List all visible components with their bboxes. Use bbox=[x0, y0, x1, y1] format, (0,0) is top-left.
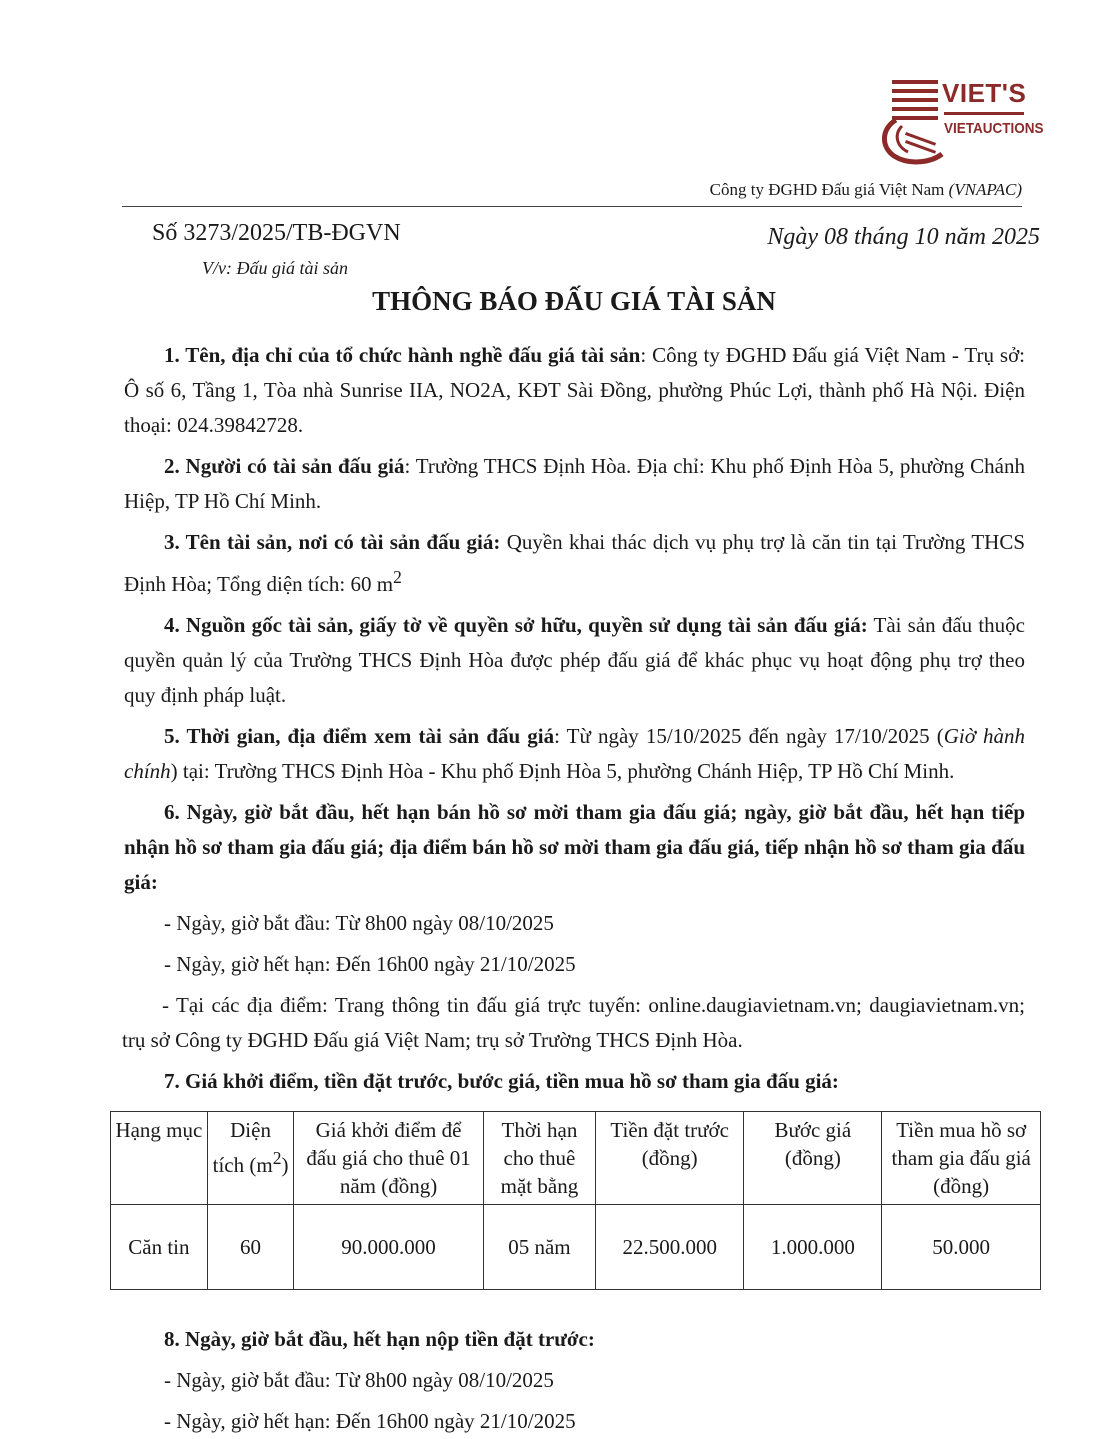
table-header: Giá khởi điểm để đấu giá cho thuê 01 năm (đồng) bbox=[294, 1112, 484, 1205]
section-4 bbox=[124, 608, 1025, 713]
table-header: Hạng mục bbox=[111, 1112, 208, 1205]
section-1-text: : Công ty ĐGHD Đấu giá Việt Nam - Trụ sở: Ô số 6, Tầng 1, Tòa nhà Sunrise IIA, NO2A, KĐT Sài Đồng, phường Phúc Lợi, thành phố Hà Nội. Điện thoại: 024.39842728. bbox=[124, 343, 1026, 437]
section-3 bbox=[124, 525, 1025, 602]
section-2 bbox=[124, 449, 1025, 519]
section-5 bbox=[124, 719, 1025, 789]
section-2-text: : Trường THCS Định Hòa. Địa chỉ: Khu phố Định Hòa 5, phường Chánh Hiệp, TP Hồ Chí Minh. bbox=[124, 454, 1025, 513]
company-name: Công ty ĐGHD Đấu giá Việt Nam bbox=[709, 180, 945, 199]
table-cell: 1.000.000 bbox=[744, 1205, 882, 1290]
section-8-label: 8. Ngày, giờ bắt đầu, hết hạn nộp tiền đặt trước: bbox=[164, 1327, 595, 1351]
company-line bbox=[710, 180, 1022, 200]
table-header: Tiền đặt trước (đồng) bbox=[596, 1112, 744, 1205]
section-8-end: - Ngày, giờ hết hạn: Đến 16h00 ngày 21/10/2025 bbox=[164, 1409, 576, 1433]
page-title: THÔNG BÁO ĐẤU GIÁ TÀI SẢN bbox=[372, 286, 776, 316]
section-5-italic: Giờ hành chính bbox=[124, 724, 1025, 783]
header-divider bbox=[122, 206, 1022, 207]
section-1-label: 1. Tên, địa chỉ của tổ chức hành nghề đấu giá tài sản bbox=[164, 343, 641, 367]
notice-body bbox=[124, 338, 1025, 1105]
document-date: Ngày 08 tháng 10 năm 2025 bbox=[767, 224, 1040, 250]
section-6-start: - Ngày, giờ bắt đầu: Từ 8h00 ngày 08/10/2025 bbox=[164, 911, 554, 935]
document-subject: V/v: Đấu giá tài sản bbox=[202, 258, 348, 278]
section-6-label: 6. Ngày, giờ bắt đầu, hết hạn bán hồ sơ mời tham gia đấu giá; ngày, giờ bắt đầu, hết hạn tiếp nhận hồ sơ tham gia đấu giá; địa điểm bán hồ sơ mời tham gia đấu giá, tiếp nhận hồ sơ tham gia đấu giá: bbox=[124, 800, 1025, 894]
section-8-start: - Ngày, giờ bắt đầu: Từ 8h00 ngày 08/10/2025 bbox=[164, 1368, 554, 1392]
table-row bbox=[111, 1205, 1041, 1290]
section-8 bbox=[164, 1322, 1044, 1439]
section-3-sup: 2 bbox=[393, 567, 402, 587]
section-3-label: 3. Tên tài sản, nơi có tài sản đấu giá: bbox=[164, 530, 501, 554]
section-7-label: 7. Giá khởi điểm, tiền đặt trước, bước giá, tiền mua hồ sơ tham gia đấu giá: bbox=[164, 1069, 839, 1093]
section-4-text: Tài sản đấu thuộc quyền quản lý của Trường THCS Định Hòa được phép đấu giá để khác phục vụ hoạt động phụ trợ theo quy định pháp luật. bbox=[124, 613, 1025, 707]
section-5-text-a: : Từ ngày 15/10/2025 đến ngày 17/10/2025 ( bbox=[554, 724, 944, 748]
table-header-area: Diện tích (m bbox=[212, 1118, 273, 1177]
table-cell: 50.000 bbox=[882, 1205, 1041, 1290]
table-cell: 90.000.000 bbox=[294, 1205, 484, 1290]
table-header-row bbox=[111, 1112, 1041, 1205]
section-4-label: 4. Nguồn gốc tài sản, giấy tờ về quyền sở hữu, quyền sử dụng tài sản đấu giá: bbox=[164, 613, 868, 637]
section-6-end: - Ngày, giờ hết hạn: Đến 16h00 ngày 21/10/2025 bbox=[164, 952, 576, 976]
section-5-text-b: ) tại: Trường THCS Định Hòa - Khu phố Định Hòa 5, phường Chánh Hiệp, TP Hồ Chí Minh. bbox=[170, 759, 955, 783]
logo-text-viets: VIET'S bbox=[942, 78, 1027, 108]
table-cell: 22.500.000 bbox=[596, 1205, 744, 1290]
logo-text-vietauctions: VIETAUCTIONS bbox=[944, 120, 1044, 137]
table-cell: Căn tin bbox=[111, 1205, 208, 1290]
table-header-area-close: ) bbox=[281, 1153, 289, 1177]
table-header-area-sup: 2 bbox=[272, 1148, 282, 1168]
vietauctions-logo bbox=[880, 76, 1044, 168]
table-cell: 60 bbox=[207, 1205, 294, 1290]
table-header bbox=[207, 1112, 294, 1205]
table-cell: 05 năm bbox=[483, 1205, 595, 1290]
table-header: Bước giá (đồng) bbox=[744, 1112, 882, 1205]
section-3-text: Quyền khai thác dịch vụ phụ trợ là căn tin tại Trường THCS Định Hòa; Tổng diện tích: 60 m bbox=[124, 530, 1026, 596]
table-header: Thời hạn cho thuê mặt bằng bbox=[483, 1112, 595, 1205]
section-6-places: - Tại các địa điểm: Trang thông tin đấu giá trực tuyến: online.daugiavietnam.vn; daugiavietnam.vn; trụ sở Công ty ĐGHD Đấu giá Việt Nam; trụ sở Trường THCS Định Hòa. bbox=[122, 993, 1025, 1052]
document-number: Số 3273/2025/TB-ĐGVN bbox=[152, 220, 401, 246]
section-5-label: 5. Thời gian, địa điểm xem tài sản đấu giá bbox=[164, 724, 555, 748]
table-header: Tiền mua hồ sơ tham gia đấu giá (đồng) bbox=[882, 1112, 1041, 1205]
company-abbr: (VNAPAC) bbox=[948, 180, 1022, 199]
price-table bbox=[110, 1111, 1041, 1290]
section-1 bbox=[124, 338, 1025, 443]
section-2-label: 2. Người có tài sản đấu giá bbox=[164, 454, 405, 478]
